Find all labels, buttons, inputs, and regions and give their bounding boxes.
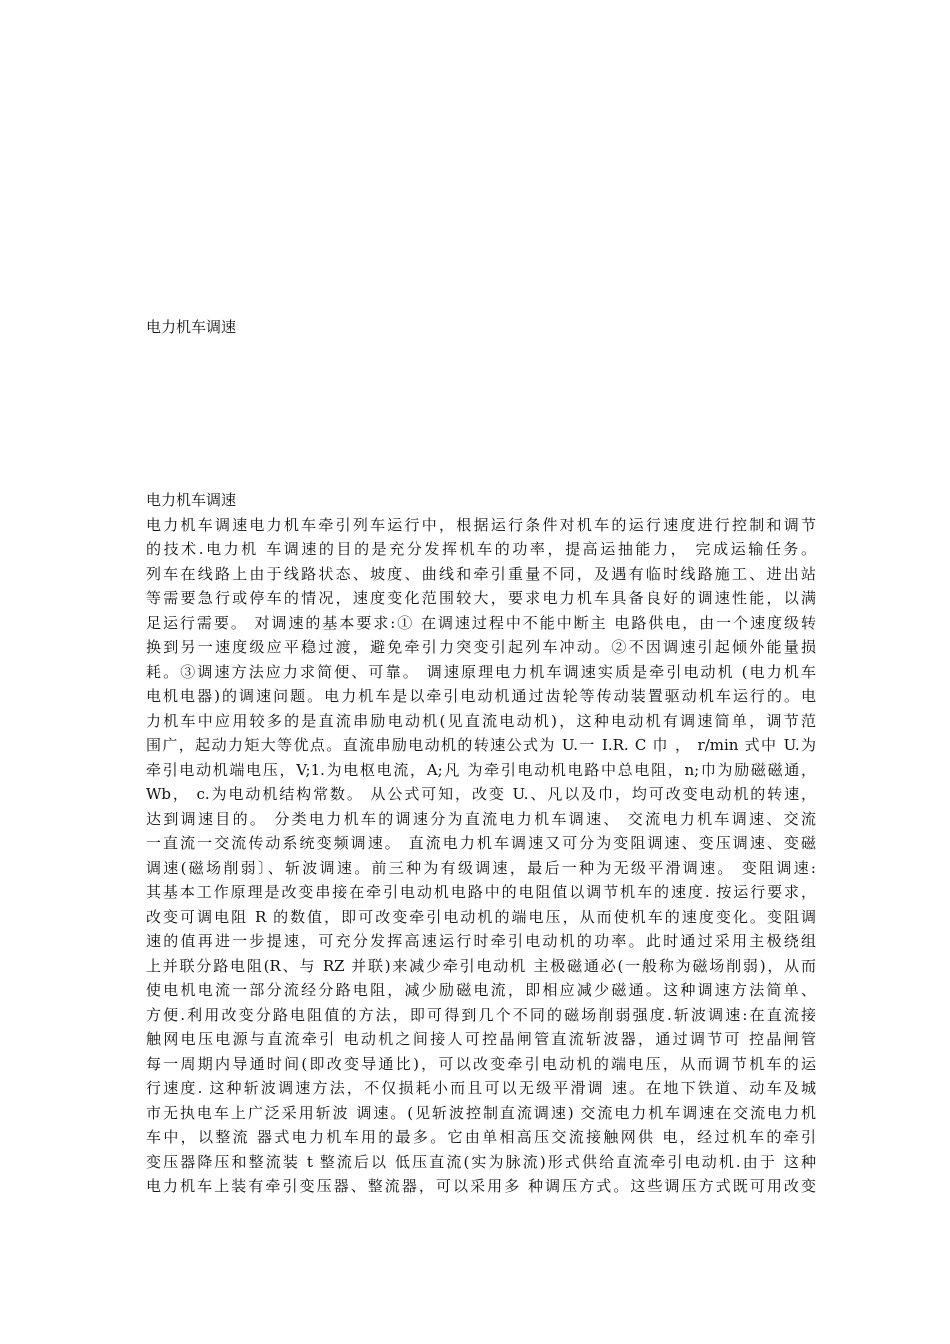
- body-line: Wb， c.为电动机结构常数。 从公式可知，改变 U.、凡以及巾，均可改变电动机的转速，: [146, 785, 816, 803]
- body-line: 行速度. 这种斩波调速方法，不仅损耗小而且可以无级平滑调 速。在地下铁道、动车及城: [146, 1079, 816, 1097]
- body-line: 车中，以整流 器式电力机车用的最多。它由单相高压交流接触网供 电，经过机车的牵引: [146, 1128, 816, 1146]
- body-line: 一直流一交流传动系统变频调速。 直流电力机车调速又可分为变阻调速、变压调速、变磁: [146, 834, 816, 852]
- body-line: 的技术.电力机 车调速的目的是充分发挥机车的功率，提高运抽能力， 完成运输任务。: [146, 540, 816, 558]
- body-line: 改变可调电阻 R 的数值，即可改变牵引电动机的端电压，从而使机车的速度变化。变阻调: [146, 907, 816, 926]
- body-line: 变压器降压和整流装 t 整流后以 低压直流(实为脉流)形式供给直流牵引电动机.由于 这种: [146, 1152, 816, 1171]
- body-line: 电力机车上装有牵引变压器、整流器，可以采用多 种调压方式。这些调压方式既可用改变: [146, 1177, 816, 1195]
- body-line: 耗。③调速方法应力求简便、可靠。 调速原理电力机车调速实质是牵引电动机 (电力机车: [146, 662, 816, 681]
- body-line: 电机电器)的调速问题。电力机车是以牵引电动机通过齿轮等传动装置驱动机车运行的。电: [146, 687, 816, 705]
- body-line: 使电机电流一部分流经分路电阻，减少励磁电流，即相应减少磁通。这种调速方法简单、: [146, 981, 816, 999]
- body-line: 足运行需要。 对调速的基本要求:① 在调速过程中不能中断主 电路供电，由一个速度级转: [146, 613, 816, 632]
- cover-title: 电力机车调速: [146, 318, 237, 336]
- body-line: 电力机车调速电力机车牵引列车运行中，根据运行条件对机车的运行速度进行控制和调节: [146, 515, 816, 534]
- article-heading: 电力机车调速: [146, 491, 237, 509]
- body-line: 达到调速目的。 分类电力机车的调速分为直流电力机车调速、 交流电力机车调速、交流: [146, 809, 816, 828]
- body-line: 其基本工作原理是改变串接在牵引电动机电路中的电阻值以调节机车的速度. 按运行要求，: [146, 883, 816, 901]
- body-line: 方便.利用改变分路电阻值的方法，即可得到几个不同的磁场削弱强度.斩波调速:在直流接: [146, 1005, 816, 1024]
- body-line: 每一周期内导通时间(即改变导通比)，可以改变牵引电动机的端电压，从而调节机车的运: [146, 1054, 816, 1073]
- body-line: 围广，起动力矩大等优点。直流串励电动机的转速公式为 U.一 I.R. C 巾 ， r/min 式中 U.为: [146, 736, 816, 754]
- body-line: 市无执电车上广泛采用斩波 调速。(见斩波控制直流调速) 交流电力机车调速在交流电力机: [146, 1103, 816, 1122]
- body-line: 换到另一速度级应平稳过渡，避免牵引力突变引起列车冲动。②不因调速引起倾外能量损: [146, 638, 816, 656]
- body-line: 列车在线路上由于线路状态、坡度、曲线和牵引重量不同，及遇有临时线路施工、进出站: [146, 564, 816, 583]
- body-line: 牵引电动机端电压，V;1.为电枢电流，A;凡 为牵引电动机电路中总电阻，n;巾为励磁磁通，: [146, 760, 816, 779]
- body-line: 等需要急行或停车的情况，速度变化范围较大，要求电力机车具备良好的调速性能，以满: [146, 589, 816, 607]
- body-line: 上并联分路电阻(R、与 RZ 并联)来减少牵引电动机 主极磁通必(一般称为磁场削弱)，从而: [146, 956, 816, 975]
- body-line: 调速(磁场削弱〕、斩波调速。前三种为有级调速，最后一种为无级平滑调速。 变阻调速:: [146, 858, 816, 877]
- article-body: [146, 488, 816, 1199]
- body-line: 触网电压电源与直流牵引 电动机之间接人可控晶闸管直流斩波器，通过调节可 控晶闸管: [146, 1030, 816, 1048]
- body-line: 速的值再进一步提速，可充分发挥高速运行时牵引电动机的功率。此时通过采用主极绕组: [146, 932, 816, 950]
- body-line: 力机车中应用较多的是直流串励电动机(见直流电动机)，这种电动机有调速简单，调节范: [146, 711, 816, 730]
